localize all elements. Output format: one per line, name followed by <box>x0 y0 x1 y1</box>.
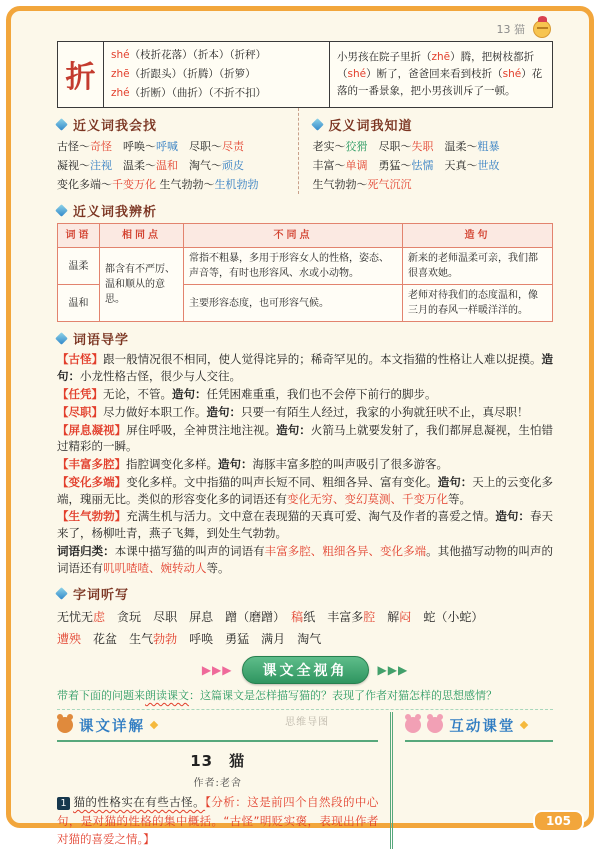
interactive-classroom-header <box>405 712 553 742</box>
page-corner-header <box>57 15 553 41</box>
discrimination-section-header <box>57 201 553 220</box>
dictation-line <box>57 606 553 628</box>
text-segment: 勇猛～ <box>378 158 412 172</box>
diamond-bullet-icon <box>55 333 68 346</box>
lesson-title <box>57 750 378 771</box>
text-segment: ）花落的一番景象，把小男孩训斥了一顿。 <box>337 67 543 97</box>
text-segment: 充满生机与活力。文中意在表现猫的天真可爱、淘气及作者的喜爱之情。 <box>126 509 496 524</box>
text-segment <box>434 140 445 153</box>
text-segment: （折断）（曲折）（不折不扣） <box>129 86 267 99</box>
headword-character: 折 <box>58 42 104 108</box>
text-segment <box>105 610 117 624</box>
text-segment: ）腾，把树枝都折（ <box>337 50 535 80</box>
text-segment: zhē <box>111 67 130 80</box>
text-segment: 跟一般情况很不相同，使人觉得诧异的；稀奇罕见的。本文指猫的性格让人难以捉摸。 <box>103 352 542 367</box>
text-segment: 呼唤～ <box>123 139 156 153</box>
text-segment: 千变万化 <box>112 178 156 192</box>
text-segment: 失职 <box>411 139 434 153</box>
text-segment: 尽职～ <box>378 139 412 153</box>
text-segment: shé <box>111 49 130 61</box>
banner-left-arrows-icon: ▶▶▶ <box>201 662 233 677</box>
pronunciation-line <box>111 65 322 84</box>
multi-pronunciation-box <box>57 41 553 108</box>
text-segment: 勇猛 <box>225 631 250 646</box>
synonym-line <box>57 175 298 194</box>
text-segment: 生气勃勃～ <box>312 178 368 192</box>
lesson-title-block <box>57 750 378 789</box>
multi-pronunciation-row <box>58 42 553 108</box>
text-segment: 造句： <box>57 352 554 384</box>
text-segment <box>434 159 445 172</box>
text-segment: 温柔～ <box>123 158 156 172</box>
lesson-number: 13 <box>190 751 214 770</box>
text-segment: 天上的云变化多端，瑰丽无比。类似的形容变化多的词语还有 <box>57 474 554 506</box>
text-segment: 贪玩 <box>117 609 142 624</box>
text-segment: 变化多样。文中指猫的叫声长短不同、粗细各异、富有变化。 <box>126 474 438 489</box>
text-segment: 造句： <box>218 457 253 472</box>
text-segment <box>375 610 387 624</box>
column-header: 不同点 <box>184 224 403 248</box>
banner-right-arrows-icon: ▶▶▶ <box>377 662 409 677</box>
text-segment: 词语归类： <box>57 544 115 559</box>
text-segment: 狡猾 <box>345 139 368 153</box>
section-title: 字词听写 <box>73 587 130 603</box>
text-segment: 指腔调变化多样。 <box>126 457 218 472</box>
text-segment <box>81 632 93 646</box>
antonym-line <box>313 175 554 194</box>
text-segment <box>178 140 189 153</box>
section-title: 反义词我知道 <box>328 118 413 134</box>
text-segment: 生气勃勃～ <box>159 178 215 192</box>
text-segment: 尽职～ <box>189 139 222 153</box>
difference-cell: 主要形容态度，也可形容气候。 <box>184 285 403 322</box>
pronunciation-line <box>111 84 322 103</box>
text-segment: 【分析：这是前四个自然段的中心句，是对猫的性格的集中概括。“古怪”明贬实褒，表现出作者对猫的喜爱之情。】 <box>57 794 379 847</box>
text-segment: 变化无穷、变幻莫测、千变万化 <box>287 491 448 506</box>
difference-cell: 常指不粗暴，多用于形容女人的性格，姿态、声音等，有时也形容风、水或小动物。 <box>184 248 403 285</box>
text-segment: ：这篇课文是怎样描写猫的？表现了作者对猫怎样的思想感情？ <box>189 688 497 702</box>
lesson-paragraph <box>57 793 378 849</box>
text-segment <box>141 610 153 624</box>
text-segment: 。其他描写动物的叫声的词语还有 <box>57 544 554 575</box>
synonym-discrimination-table <box>57 223 553 322</box>
page-number-badge: 105 <box>533 810 584 832</box>
wordstudy-entry <box>57 456 553 473</box>
lesson-name: 猫 <box>229 751 246 770</box>
full-view-banner: 课文全视角 <box>242 656 369 684</box>
text-segment: 遭殃 <box>57 631 82 646</box>
text-segment: 生气 <box>129 631 154 646</box>
text-segment: 花盆 <box>93 631 118 646</box>
text-segment: 猫的性格实在有些古怪。 <box>73 794 206 809</box>
text-segment: 蹭（磨蹭） <box>225 609 280 624</box>
text-segment: zhē <box>431 50 451 63</box>
text-segment <box>112 140 123 153</box>
text-segment: 造句： <box>206 404 241 419</box>
text-explanation-column <box>57 712 390 849</box>
text-segment: 【任凭】 <box>57 386 103 401</box>
wordstudy-entry <box>57 422 553 456</box>
text-segment: 温柔～ <box>444 139 478 153</box>
table-header-row <box>58 224 553 248</box>
text-segment: 造句： <box>172 386 207 401</box>
antonyms-section-header <box>313 115 554 134</box>
text-segment <box>368 140 379 153</box>
example-sentence <box>330 42 553 108</box>
text-segment: 凝视～ <box>57 158 90 172</box>
text-segment <box>279 610 291 624</box>
diamond-bullet-icon <box>55 587 68 600</box>
corner-lesson-label: 13 猫 <box>496 23 525 36</box>
text-segment: 造句： <box>276 422 311 437</box>
text-segment: 呼喊 <box>156 139 178 153</box>
text-segment <box>213 632 225 646</box>
synonyms-section-header <box>57 115 298 134</box>
text-segment: 只要一有陌生人经过，我家的小狗就狂吠不止，真尽职！ <box>241 404 529 419</box>
paragraph-text <box>57 795 378 846</box>
sparkle-icon <box>150 721 158 729</box>
text-segment: shé <box>347 67 367 80</box>
text-segment: 【古怪】 <box>57 352 104 367</box>
text-segment <box>368 159 379 172</box>
text-segment <box>177 610 189 624</box>
text-segment: 单调 <box>345 158 368 172</box>
text-segment: 纸 <box>303 609 316 624</box>
section-title: 词语导学 <box>73 333 130 349</box>
text-segment: 造句： <box>495 509 530 524</box>
text-segment: 无忧无 <box>57 609 94 624</box>
synonym-line <box>57 156 298 175</box>
page-content <box>11 11 589 847</box>
text-segment: 古怪～ <box>57 139 90 153</box>
bee-mascot-icon <box>533 20 551 38</box>
text-segment: 天真～ <box>444 158 478 172</box>
text-segment: 尽职 <box>153 609 178 624</box>
diamond-bullet-icon <box>311 118 324 131</box>
text-segment: 淘气～ <box>189 158 222 172</box>
synonyms-column <box>57 108 298 195</box>
lesson-detail-section <box>57 709 553 849</box>
mouse-mascot-icon <box>427 717 443 733</box>
text-segment: 丰富多 <box>327 609 364 624</box>
text-segment: 等。 <box>206 560 230 575</box>
text-segment: 尽力做好本职工作。 <box>103 404 207 419</box>
section-title: 近义词我会找 <box>73 118 158 134</box>
diamond-bullet-icon <box>55 205 68 218</box>
text-segment: 【变化多端】 <box>57 474 127 489</box>
same-point-cell: 都含有不严厉、温和顺从的意思。 <box>100 248 184 322</box>
workbook-page-frame <box>6 6 594 847</box>
text-segment: 小龙性格古怪，很少与人交往。 <box>80 369 241 384</box>
text-segment: 世故 <box>477 158 500 172</box>
text-segment: 无论，不管。 <box>103 386 172 401</box>
text-segment: 注视 <box>90 158 112 172</box>
text-segment: 海豚丰富多腔的叫声吸引了很多游客。 <box>252 457 448 472</box>
text-segment: 【尽职】 <box>57 404 103 419</box>
antonyms-column <box>298 108 554 195</box>
text-segment <box>112 159 123 172</box>
section-banner-row <box>57 656 553 684</box>
sentence-cell: 新来的老师温柔可亲，我们都很喜欢她。 <box>403 248 553 285</box>
text-segment: 稿 <box>291 609 304 624</box>
text-segment <box>177 632 189 646</box>
paragraph-number-badge: 1 <box>57 797 70 810</box>
text-segment: 温和 <box>156 158 178 172</box>
interactive-classroom-column <box>390 712 553 849</box>
text-segment: 等。 <box>448 491 471 506</box>
text-segment: 奇怪 <box>90 139 112 153</box>
diamond-bullet-icon <box>55 118 68 131</box>
text-segment: 满月 <box>261 631 286 646</box>
sparkle-icon <box>520 721 528 729</box>
text-segment: 粗暴 <box>477 139 500 153</box>
text-segment: ）断了，爸爸回来看到枝折（ <box>366 67 503 80</box>
text-segment: 腔 <box>363 609 376 624</box>
text-segment: 本课中描写猫的叫声的词语有 <box>114 544 265 559</box>
text-segment: 虑 <box>93 609 106 624</box>
word-cell: 温和 <box>58 285 100 322</box>
text-segment <box>117 632 129 646</box>
text-segment: shé <box>502 67 522 80</box>
text-segment: 呼唤 <box>189 631 214 646</box>
antonym-line <box>313 137 554 156</box>
text-segment <box>213 610 225 624</box>
text-segment <box>315 610 327 624</box>
column-header: 词语 <box>58 224 100 248</box>
synonym-line <box>57 137 298 156</box>
text-segment: 丰富多腔、粗细各异、变化多端 <box>264 544 427 559</box>
column-header: 相同点 <box>100 224 184 248</box>
text-segment <box>411 610 423 624</box>
wordstudy-section-header <box>57 329 553 348</box>
text-segment: （折跟头）（折腾）（折箩） <box>129 67 256 80</box>
text-segment: 生机勃勃 <box>214 178 259 192</box>
text-segment <box>178 159 189 172</box>
wordstudy-entry <box>57 474 553 508</box>
text-segment: 【生气勃勃】 <box>57 509 127 524</box>
text-segment: 【丰富多腔】 <box>57 457 126 472</box>
text-segment: 春天来了，杨柳吐青，燕子飞舞，到处生气勃勃。 <box>57 509 554 541</box>
text-segment: 勃勃 <box>153 631 178 646</box>
mouse-mascot-icon <box>405 717 421 733</box>
pronunciation-list <box>104 42 330 108</box>
text-segment: 尽责 <box>222 139 244 153</box>
text-segment: 朗读课文 <box>145 688 189 702</box>
text-segment: 怯懦 <box>411 158 434 172</box>
text-segment: 叽叽喳喳、婉转动人 <box>103 560 207 575</box>
text-segment: 死气沉沉 <box>367 178 412 192</box>
text-segment: （枝折花落）（折本）（折秤） <box>129 49 267 61</box>
synonym-antonym-columns <box>57 108 553 195</box>
text-segment: 带着下面的问题来 <box>57 688 145 702</box>
column-title: 互动课堂 <box>449 718 516 735</box>
text-segment: 屏息 <box>189 609 214 624</box>
text-segment: 蛇（小蛇） <box>423 609 484 624</box>
text-explanation-header <box>57 712 378 742</box>
column-title: 课文详解 <box>79 718 145 735</box>
text-segment: 变化多端～ <box>57 178 112 192</box>
wordstudy-entry <box>57 386 553 403</box>
text-segment: 任凭困难重重，我们也不会停下前行的脚步。 <box>206 386 437 401</box>
text-segment: 【屏息凝视】 <box>57 422 127 437</box>
text-segment: 小男孩在院子里折（ <box>337 50 432 63</box>
section-title: 近义词我辨析 <box>73 205 158 221</box>
text-segment: 屏住呼吸，全神贯注地注视。 <box>126 422 277 437</box>
lesson-author: 作者:老舍 <box>193 777 242 789</box>
column-header: 造句 <box>403 224 553 248</box>
reading-prompt <box>57 687 553 703</box>
dictation-line <box>57 628 553 650</box>
wordstudy-entry <box>57 404 553 421</box>
text-segment: 老实～ <box>312 139 346 153</box>
text-segment: 造句： <box>437 474 473 489</box>
text-segment: 火箭马上就要发射了，我们都屏息凝视，生怕错过精彩的一瞬。 <box>57 422 554 454</box>
text-segment: 解 <box>387 609 400 624</box>
squirrel-mascot-icon <box>57 717 73 733</box>
text-segment: 闷 <box>399 609 412 624</box>
table-row <box>58 248 553 285</box>
text-segment: zhé <box>111 86 130 99</box>
text-segment: 丰富～ <box>312 158 346 172</box>
wordstudy-entry <box>57 543 553 577</box>
word-cell: 温柔 <box>58 248 100 285</box>
sentence-cell: 老师对待我们的态度温和，像三月的春风一样暖洋洋的。 <box>403 285 553 322</box>
wordstudy-entry <box>57 351 553 385</box>
text-segment: 顽皮 <box>222 158 244 172</box>
dictation-section-header <box>57 584 553 603</box>
text-segment <box>285 632 297 646</box>
antonym-line <box>313 156 554 175</box>
wordstudy-entry <box>57 508 553 542</box>
pronunciation-line <box>111 46 322 65</box>
faint-center-text: 思维导图 <box>285 716 330 728</box>
text-segment: 淘气 <box>297 631 322 646</box>
text-segment <box>249 632 261 646</box>
